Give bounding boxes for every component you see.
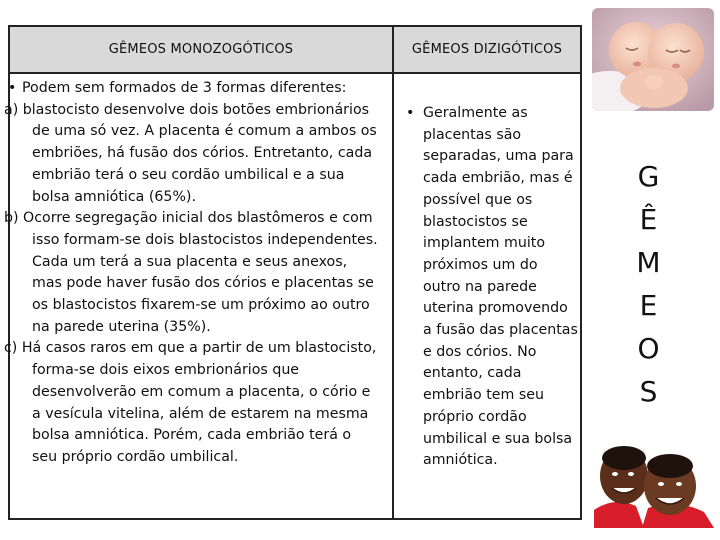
title-letter: S — [639, 375, 659, 408]
smiling-twin-boys-photo — [594, 436, 714, 528]
header-dizygotic: GÊMEOS DIZIGÓTICOS — [411, 42, 563, 57]
monozygotic-item-c: c) Há casos raros em que a partir de um blastocisto, forma-se dois eixos embrionários que desenvolverão em comum a placenta, o cório e a vesícula vitelina, além de estarem na mesma bolsa amniótica. Porém, cada embrião terá o seu próprio cordão umbilical. — [4, 340, 377, 465]
bullet-icon: • — [406, 105, 415, 121]
vertical-title — [626, 155, 672, 413]
title-letter: E — [639, 289, 659, 322]
monozygotic-cell — [4, 78, 380, 469]
title-letter: G — [637, 160, 661, 193]
dizygotic-cell — [406, 103, 578, 472]
title-letter: Ê — [639, 203, 659, 236]
dizygotic-text — [406, 103, 578, 472]
sleeping-twin-babies-photo — [592, 8, 714, 111]
dizygotic-text-body: Geralmente as placentas são separadas, uma para cada embrião, mas é possível que os blastocistos se implantem muito próximos um do outro na parede uterina promovendo a fusão das placentas e dos córios. No entanto, cada embrião tem seu próprio cordão umbilical e sua bolsa amniótica. — [423, 105, 578, 469]
header-monozygotic: GÊMEOS MONOZOGÓTICOS — [108, 42, 294, 57]
monozygotic-item-a: a) blastocisto desenvolve dois botões embrionários de uma só vez. A placenta é comum a ambos os embriões, há fusão dos córios. Entretanto, cada embrião terá o seu cordão umbilical e a sua bolsa amniótica (65%). — [4, 101, 377, 205]
title-letter: O — [637, 332, 661, 365]
monozygotic-item-b: b) Ocorre segregação inicial dos blastômeros e com isso formam-se dois blastocistos independentes. Cada um terá a sua placenta e seus anexos, mas pode haver fusão dos córios e placentas se os blastocistos fixarem-se um próximo ao outro na parede uterina (35%). — [4, 210, 378, 335]
monozygotic-intro-text: Podem sem formados de 3 formas diferentes: — [22, 80, 347, 96]
title-letter: M — [636, 246, 662, 279]
column-divider — [392, 27, 394, 518]
bullet-icon: • — [8, 80, 17, 96]
monozygotic-intro — [4, 78, 380, 100]
table-header-row — [10, 27, 580, 74]
